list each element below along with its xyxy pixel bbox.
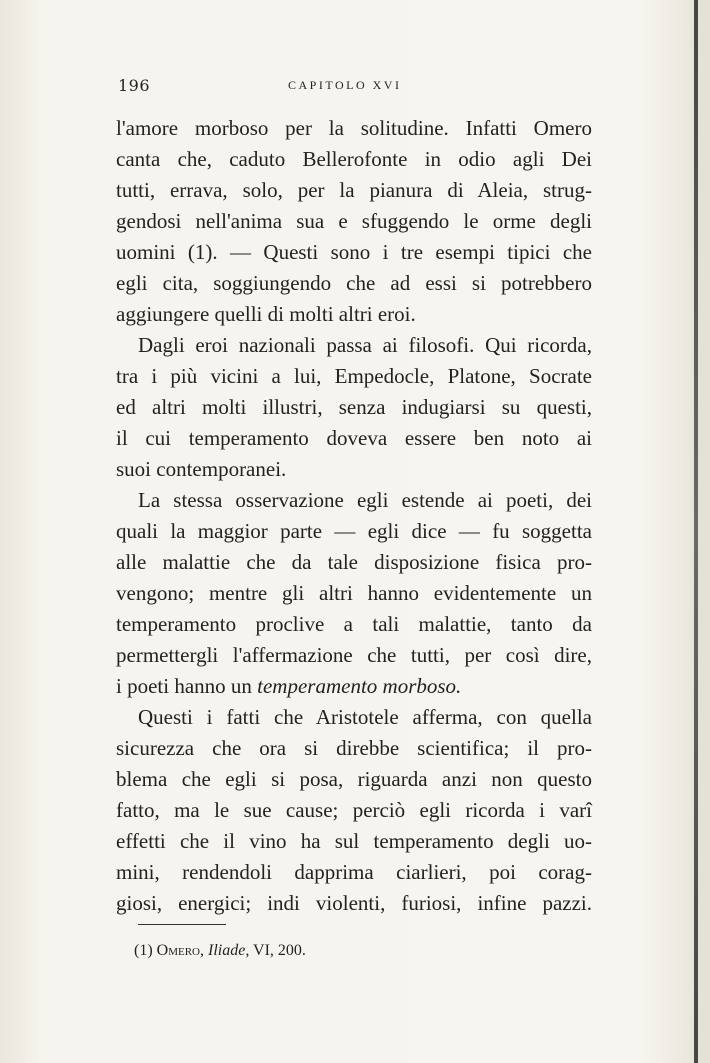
text-line: sicurezza che ora si direbbe scientifica; il pro- bbox=[116, 736, 592, 760]
text-line: permettergli l'affermazione che tutti, per così dire, bbox=[116, 643, 592, 667]
text-line: canta che, caduto Bellerofonte in odio agli Dei bbox=[116, 147, 592, 171]
text-line: quali la maggior parte — egli dice — fu soggetta bbox=[116, 519, 592, 543]
text-line: gendosi nell'anima sua e sfuggendo le orme degli bbox=[116, 209, 592, 233]
text-line: l'amore morboso per la solitudine. Infatti Omero bbox=[116, 116, 592, 140]
text-line: ed altri molti illustri, senza indugiarsi su questi, bbox=[116, 395, 592, 419]
footnote-work: Iliade, bbox=[208, 942, 250, 959]
text-line: La stessa osservazione egli estende ai poeti, dei bbox=[138, 488, 592, 512]
italic-emphasis: temperamento morboso. bbox=[257, 674, 462, 698]
text-line: fatto, ma le sue cause; perciò egli ricorda i varî bbox=[116, 798, 592, 822]
text-line: egli cita, soggiungendo che ad essi si potrebbero bbox=[116, 271, 592, 295]
page-binding-edge bbox=[694, 0, 698, 1063]
text-line: aggiungere quelli di molti altri eroi. bbox=[116, 302, 416, 326]
page-number: 196 bbox=[118, 76, 151, 95]
text-line: mini, rendendoli dapprima ciarlieri, poi corag- bbox=[116, 860, 592, 884]
text-line: effetti che il vino ha sul temperamento degli uo- bbox=[116, 829, 592, 853]
text-line: Dagli eroi nazionali passa ai filosofi. Qui ricorda, bbox=[138, 333, 592, 357]
footnote-rule bbox=[138, 924, 226, 925]
text-line: tutti, errava, solo, per la pianura di Aleia, strug- bbox=[116, 178, 592, 202]
footnote-reference: VI, 200. bbox=[253, 942, 306, 959]
text-line: Questi i fatti che Aristotele afferma, con quella bbox=[138, 705, 592, 729]
text-line: il cui temperamento doveva essere ben noto ai bbox=[116, 426, 592, 450]
body-text bbox=[116, 113, 592, 919]
text-line: blema che egli si posa, riguarda anzi non questo bbox=[116, 767, 592, 791]
running-head: CAPITOLO XVI bbox=[288, 78, 402, 92]
footnote bbox=[134, 942, 306, 960]
text-line: vengono; mentre gli altri hanno evidentemente un bbox=[116, 581, 592, 605]
text-line: suoi contemporanei. bbox=[116, 457, 287, 481]
text-segment: i poeti hanno un bbox=[116, 674, 258, 698]
text-line: tra i più vicini a lui, Empedocle, Platone, Socrate bbox=[116, 364, 592, 388]
footnote-author: Omero, bbox=[156, 942, 204, 959]
page-header bbox=[118, 76, 588, 100]
text-line: uomini (1). — Questi sono i tre esempi tipici che bbox=[116, 240, 592, 264]
page-edge-shadow bbox=[698, 0, 710, 1063]
text-line bbox=[116, 671, 592, 702]
text-line: temperamento proclive a tali malattie, tanto da bbox=[116, 612, 592, 636]
text-line: alle malattie che da tale disposizione fisica pro- bbox=[116, 550, 592, 574]
footnote-marker: (1) bbox=[134, 942, 153, 959]
text-line: giosi, energici; indi violenti, furiosi, infine pazzi. bbox=[116, 891, 592, 915]
